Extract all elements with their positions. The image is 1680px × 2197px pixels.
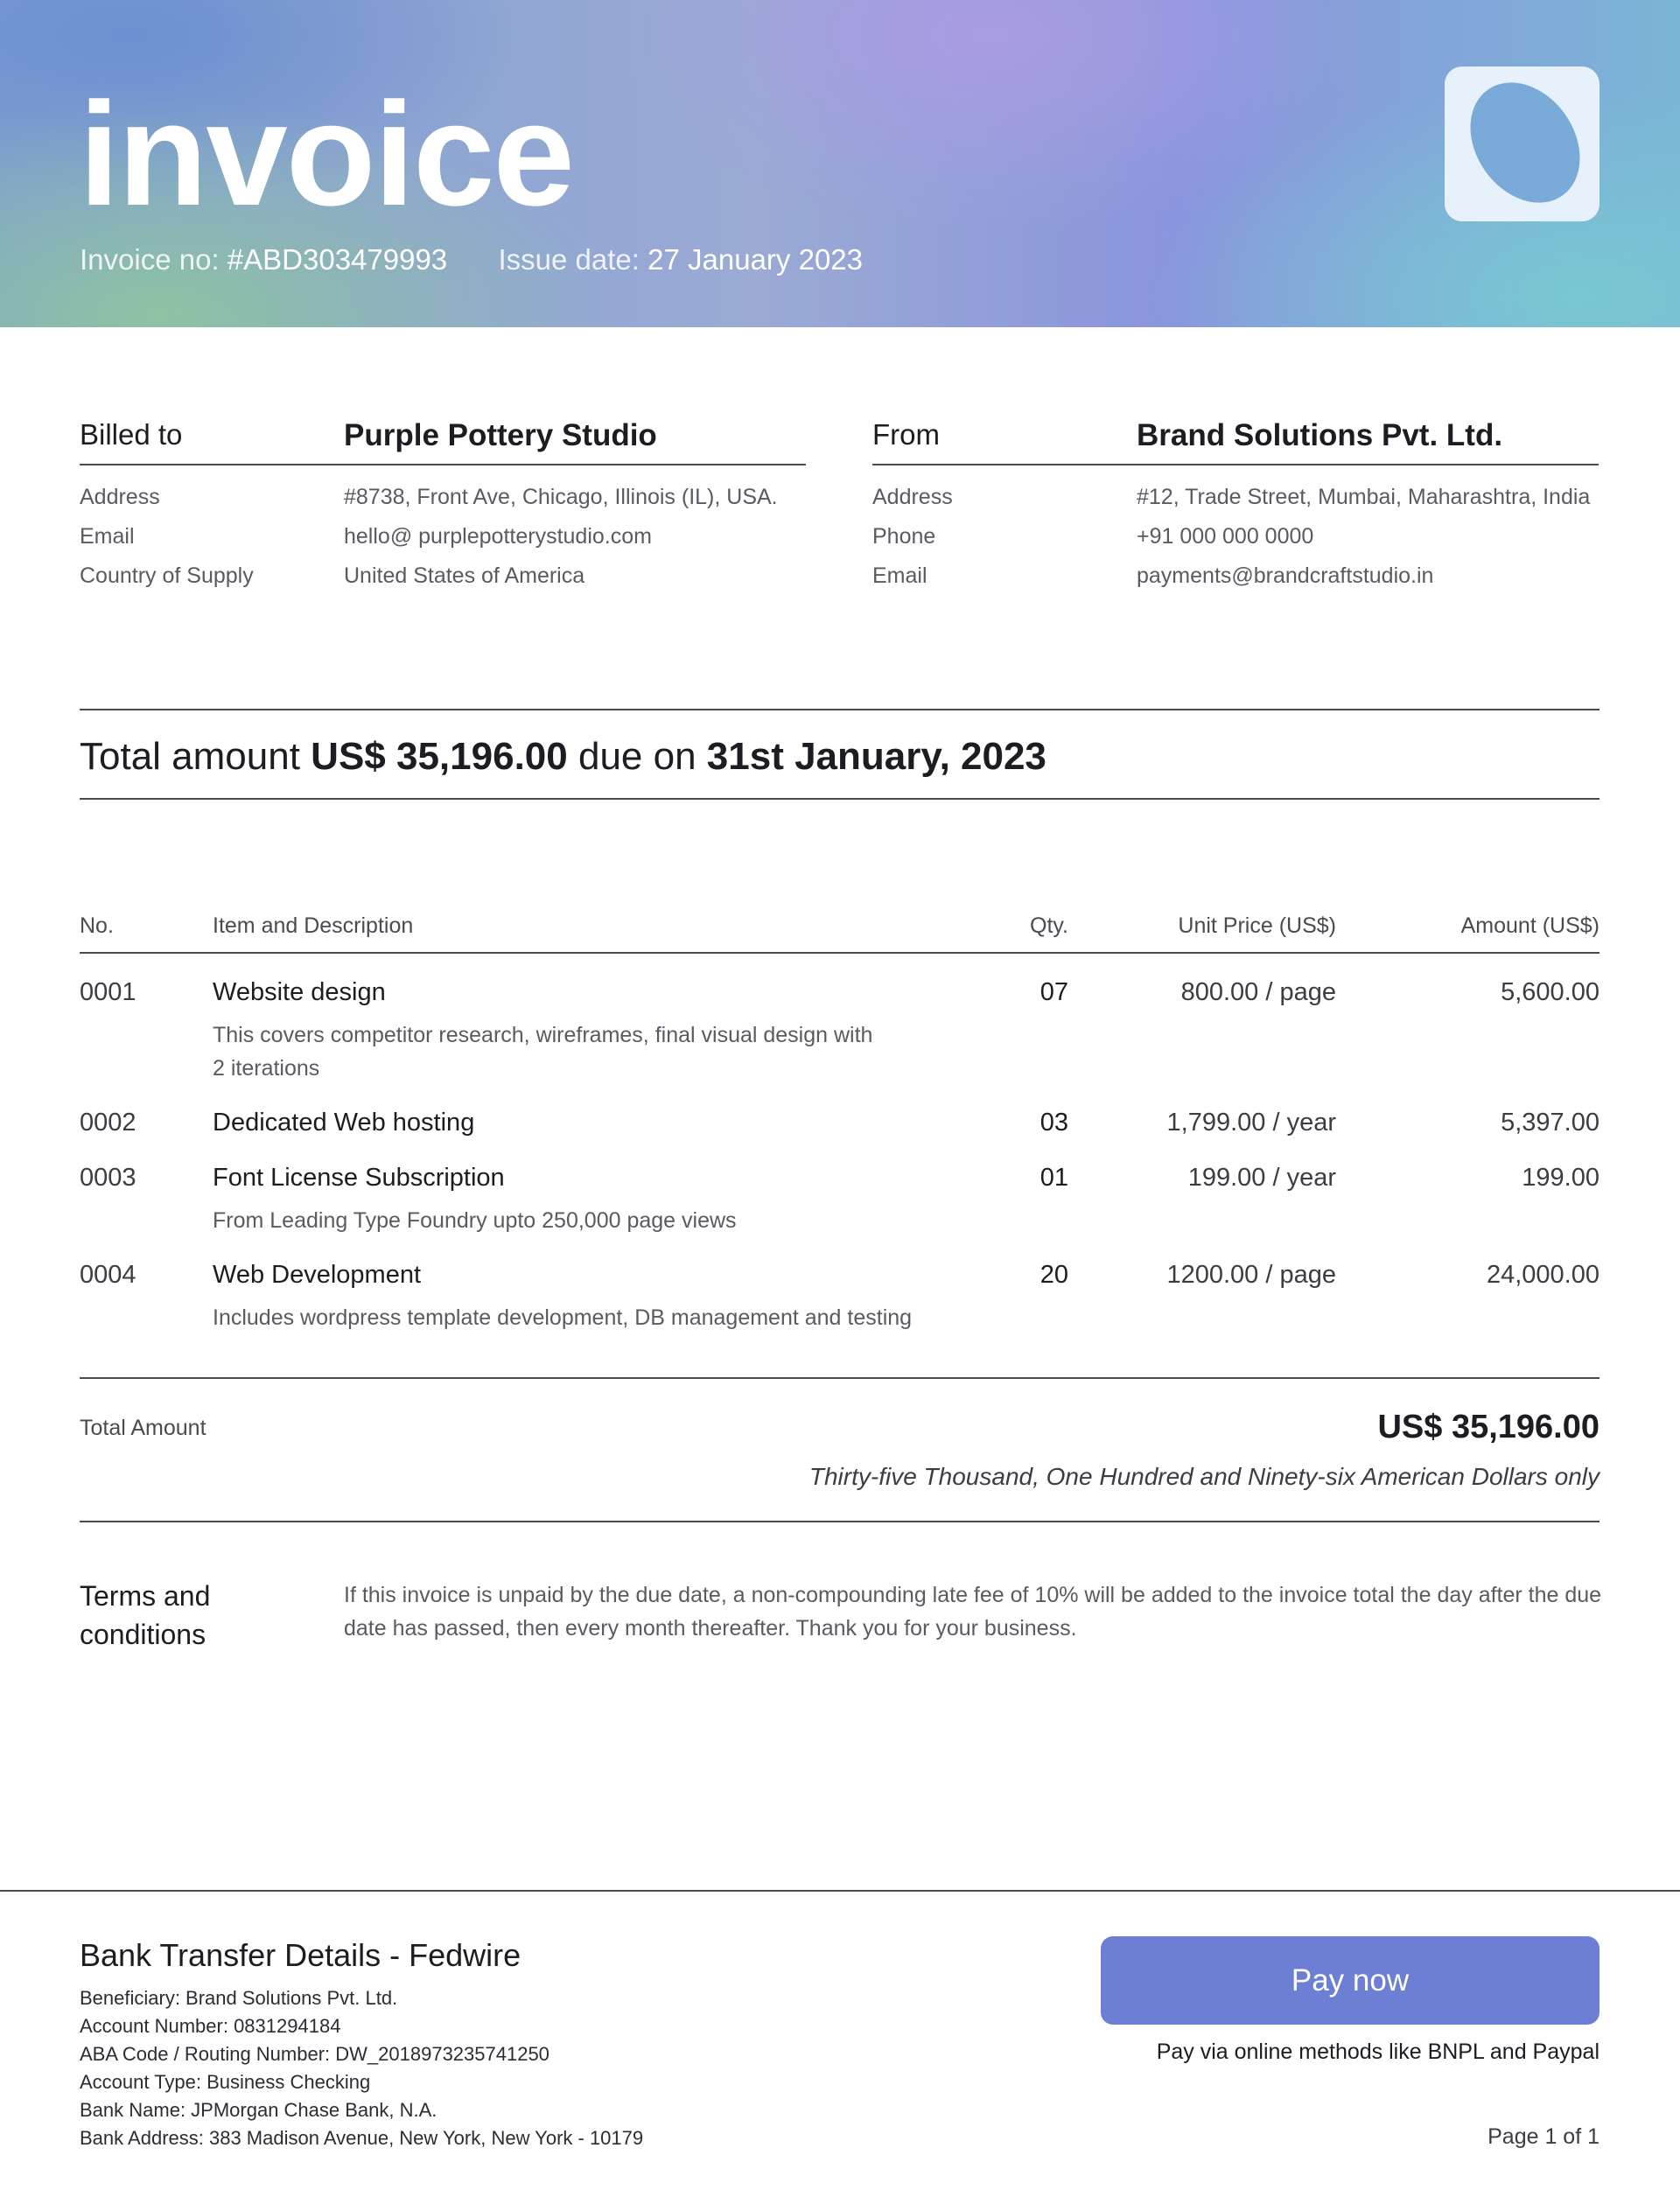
field-label: Country of Supply <box>80 563 254 588</box>
item-qty: 03 <box>1040 1109 1068 1137</box>
column-header-description: Item and Description <box>213 913 414 938</box>
total-due-text <box>80 735 1046 779</box>
item-unit-price: 800.00 / page <box>1180 978 1336 1006</box>
item-number: 0002 <box>80 1109 136 1137</box>
invoice-no-label: Invoice no: <box>80 243 220 276</box>
footer-divider <box>0 1890 1680 1892</box>
bank-account-type: Account Type: Business Checking <box>80 2071 371 2093</box>
vendor-email: payments@brandcraftstudio.in <box>1137 563 1434 588</box>
terms-text: If this invoice is unpaid by the due date, a non-compounding late fee of 10% will be added to the invoice total the day after the due date has passed, then every month thereafter. Thank you for your business. <box>344 1583 1602 1641</box>
billed-to-address-row <box>80 485 806 524</box>
item-amount: 5,600.00 <box>1501 978 1600 1006</box>
item-qty: 01 <box>1040 1164 1068 1192</box>
field-label: Phone <box>872 524 936 549</box>
column-header-unit-price: Unit Price (US$) <box>1178 913 1336 938</box>
total-due-middle: due on <box>578 735 696 778</box>
from-phone-row <box>872 524 1599 563</box>
client-country: United States of America <box>344 563 585 588</box>
billed-to-header <box>80 411 806 465</box>
item-number: 0001 <box>80 978 136 1006</box>
column-header-no: No. <box>80 913 114 938</box>
total-amount-in-words: Thirty-five Thousand, One Hundred and Ninety-six American Dollars only <box>808 1463 1600 1490</box>
total-due-prefix: Total amount <box>80 735 300 778</box>
invoice-meta <box>80 243 863 276</box>
page-number: Page 1 of 1 <box>1488 2124 1600 2149</box>
client-name: Purple Pottery Studio <box>344 418 657 452</box>
issue-date: 27 January 2023 <box>648 243 863 276</box>
bank-details <box>80 1984 643 2152</box>
item-amount: 5,397.00 <box>1501 1109 1600 1137</box>
item-title: Dedicated Web hosting <box>213 1109 475 1137</box>
bank-details-title: Bank Transfer Details - Fedwire <box>80 1937 522 1973</box>
column-header-qty: Qty. <box>1030 913 1068 938</box>
total-amount-value: US$ 35,196.00 <box>1377 1409 1600 1445</box>
vendor-phone: +91 000 000 0000 <box>1137 524 1314 549</box>
client-address: #8738, Front Ave, Chicago, Illinois (IL), USA. <box>344 485 778 509</box>
item-qty: 20 <box>1040 1261 1068 1289</box>
bank-address: Bank Address: 383 Madison Avenue, New York, New York - 10179 <box>80 2127 644 2149</box>
item-description: From Leading Type Foundry upto 250,000 page views <box>213 1208 737 1233</box>
billed-to-country-row <box>80 563 806 603</box>
from-section <box>872 411 1599 603</box>
billed-to-section <box>80 411 806 603</box>
item-title: Website design <box>213 978 386 1006</box>
item-unit-price: 199.00 / year <box>1187 1164 1336 1192</box>
table-row <box>80 1261 1600 1348</box>
item-title: Web Development <box>213 1261 422 1289</box>
total-due-banner <box>80 709 1600 800</box>
due-date: 31st January, 2023 <box>706 735 1046 778</box>
vendor-address: #12, Trade Street, Mumbai, Maharashtra, India <box>1137 485 1591 509</box>
field-label: Email <box>80 524 135 549</box>
client-email: hello@ purplepotterystudio.com <box>344 524 652 549</box>
item-amount: 24,000.00 <box>1486 1261 1600 1289</box>
item-description: This covers competitor research, wireframes, final visual design with 2 iterations <box>213 1023 873 1081</box>
table-row <box>80 1109 1600 1152</box>
item-description: Includes wordpress template development, DB management and testing <box>213 1305 913 1330</box>
item-number: 0004 <box>80 1261 136 1289</box>
total-summary <box>80 1377 1600 1522</box>
company-logo <box>1445 66 1600 221</box>
invoice-header <box>0 0 1680 327</box>
invoice-title: invoice <box>79 72 573 236</box>
table-row <box>80 1164 1600 1251</box>
total-due-amount: US$ 35,196.00 <box>311 735 568 778</box>
column-header-amount: Amount (US$) <box>1460 913 1600 938</box>
from-header <box>872 411 1599 465</box>
line-items-table <box>80 901 1600 1330</box>
item-unit-price: 1200.00 / page <box>1166 1261 1336 1289</box>
field-label: Email <box>872 563 928 588</box>
bank-beneficiary: Beneficiary: Brand Solutions Pvt. Ltd. <box>80 1987 398 2009</box>
bank-routing-number: ABA Code / Routing Number: DW_2018973235741250 <box>80 2043 550 2065</box>
from-email-row <box>872 563 1599 603</box>
item-number: 0003 <box>80 1164 136 1192</box>
billed-to-email-row <box>80 524 806 563</box>
terms-title: Terms and conditions <box>80 1580 211 1650</box>
total-amount-label: Total Amount <box>80 1416 206 1440</box>
bank-name: Bank Name: JPMorgan Chase Bank, N.A. <box>80 2099 438 2121</box>
item-unit-price: 1,799.00 / year <box>1166 1109 1336 1137</box>
item-qty: 07 <box>1040 978 1068 1006</box>
from-address-row <box>872 485 1599 524</box>
table-header <box>80 901 1600 954</box>
vendor-name: Brand Solutions Pvt. Ltd. <box>1137 418 1503 452</box>
billed-to-label: Billed to <box>80 418 183 451</box>
issue-date-label: Issue date: <box>498 243 640 276</box>
pay-now-button[interactable]: Pay now <box>1101 1936 1600 2025</box>
item-title: Font License Subscription <box>213 1164 505 1192</box>
invoice-number: #ABD303479993 <box>227 243 448 276</box>
leaf-oval-logo-icon <box>1460 77 1591 208</box>
payment-methods-note: Pay via online methods like BNPL and Paypal <box>1156 2040 1600 2064</box>
field-label: Address <box>80 485 160 509</box>
from-label: From <box>872 418 940 451</box>
bank-account-number: Account Number: 0831294184 <box>80 2015 341 2037</box>
item-amount: 199.00 <box>1522 1164 1600 1192</box>
table-row <box>80 978 1600 1101</box>
field-label: Address <box>872 485 953 509</box>
